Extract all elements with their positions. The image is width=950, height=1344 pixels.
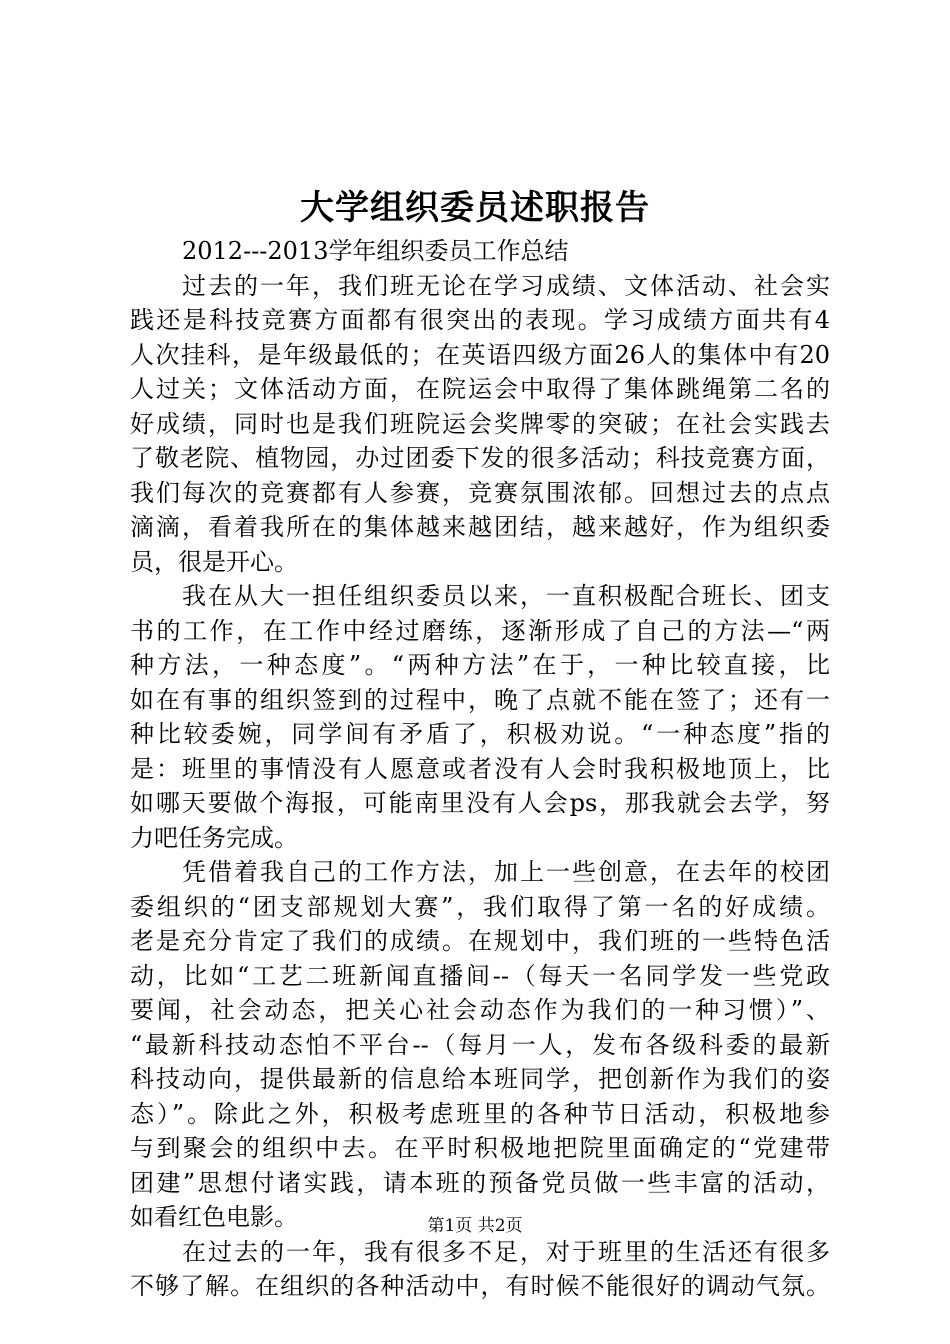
document-title: 大学组织委员述职报告 xyxy=(300,188,650,228)
paragraph-1-line: 人次挂科，是年级最低的；在英语四级方面26人的集体中有20 xyxy=(130,340,830,369)
paragraph-3-line: 动，比如“工艺二班新闻直播间--（每天一名同学发一些党政 xyxy=(130,961,830,990)
paragraph-2-line: 书的工作，在工作中经过磨练，逐渐形成了自己的方法—“两 xyxy=(130,616,830,645)
paragraph-4-line: 不够了解。在组织的各种活动中，有时候不能很好的调动气氛。 xyxy=(130,1272,830,1300)
paragraph-3-line: 委组织的“团支部规划大赛”，我们取得了第一名的好成绩。 xyxy=(130,892,830,921)
paragraph-2-line: 力吧任务完成。 xyxy=(130,823,298,852)
paragraph-1-line: 了敬老院、植物园，办过团委下发的很多活动；科技竞赛方面， xyxy=(130,444,830,472)
paragraph-2-line: 是：班里的事情没有人愿意或者没有人会时我积极地顶上，比 xyxy=(130,754,830,783)
document-subtitle: 2012---2013学年组织委员工作总结 xyxy=(182,237,569,265)
paragraph-1-line: 人过关；文体活动方面，在院运会中取得了集体跳绳第二名的 xyxy=(130,375,830,403)
paragraph-3-line: “最新科技动态怕不平台--（每月一人，发布各级科委的最新 xyxy=(130,1030,830,1059)
paragraph-3-line: 凭借着我自己的工作方法，加上一些创意，在去年的校团 xyxy=(182,858,830,886)
document-body xyxy=(130,234,830,1304)
paragraph-3-line: 如看红色电影。 xyxy=(130,1203,298,1231)
page-footer: 第1页 共2页 xyxy=(427,1216,523,1236)
paragraph-3-line: 团建”思想付诸实践，请本班的预备党员做一些丰富的活动， xyxy=(130,1168,830,1197)
paragraph-3-line: 要闻，社会动态，把关心社会动态作为我们的一种习惯）”、 xyxy=(130,996,830,1024)
paragraph-2-line: 如在有事的组织签到的过程中，晚了点就不能在签了；还有一 xyxy=(130,685,830,714)
paragraph-2-line: 如哪天要做个海报，可能南里没有人会ps，那我就会去学，努 xyxy=(130,789,830,817)
paragraph-3-line: 与到聚会的组织中去。在平时积极地把院里面确定的“党建带 xyxy=(130,1134,830,1162)
paragraph-1-line: 员，很是开心。 xyxy=(130,547,298,576)
paragraph-3-line: 态）”。除此之外，积极考虑班里的各种节日活动，积极地参 xyxy=(130,1099,830,1128)
paragraph-2-line: 种比较委婉，同学间有矛盾了，积极劝说。“一种态度”指的 xyxy=(130,720,830,748)
paragraph-1-line: 好成绩，同时也是我们班院运会奖牌零的突破；在社会实践去 xyxy=(130,409,830,438)
paragraph-1-line: 过去的一年，我们班无论在学习成绩、文体活动、社会实 xyxy=(182,271,830,300)
paragraph-4-line: 在过去的一年，我有很多不足，对于班里的生活还有很多 xyxy=(182,1237,830,1266)
paragraph-1-line: 滴滴，看着我所在的集体越来越团结，越来越好，作为组织委 xyxy=(130,513,830,541)
paragraph-1-line: 践还是科技竞赛方面都有很突出的表现。学习成绩方面共有4 xyxy=(130,306,830,334)
paragraph-2-line: 我在从大一担任组织委员以来，一直积极配合班长、团支 xyxy=(182,582,830,610)
paragraph-3-line: 老是充分肯定了我们的成绩。在规划中，我们班的一些特色活 xyxy=(130,927,830,955)
paragraph-2-line: 种方法，一种态度”。“两种方法”在于，一种比较直接，比 xyxy=(130,651,830,679)
paragraph-3-line: 科技动向，提供最新的信息给本班同学，把创新作为我们的姿 xyxy=(130,1065,830,1093)
paragraph-1-line: 我们每次的竞赛都有人参赛，竞赛氛围浓郁。回想过去的点点 xyxy=(130,478,830,507)
